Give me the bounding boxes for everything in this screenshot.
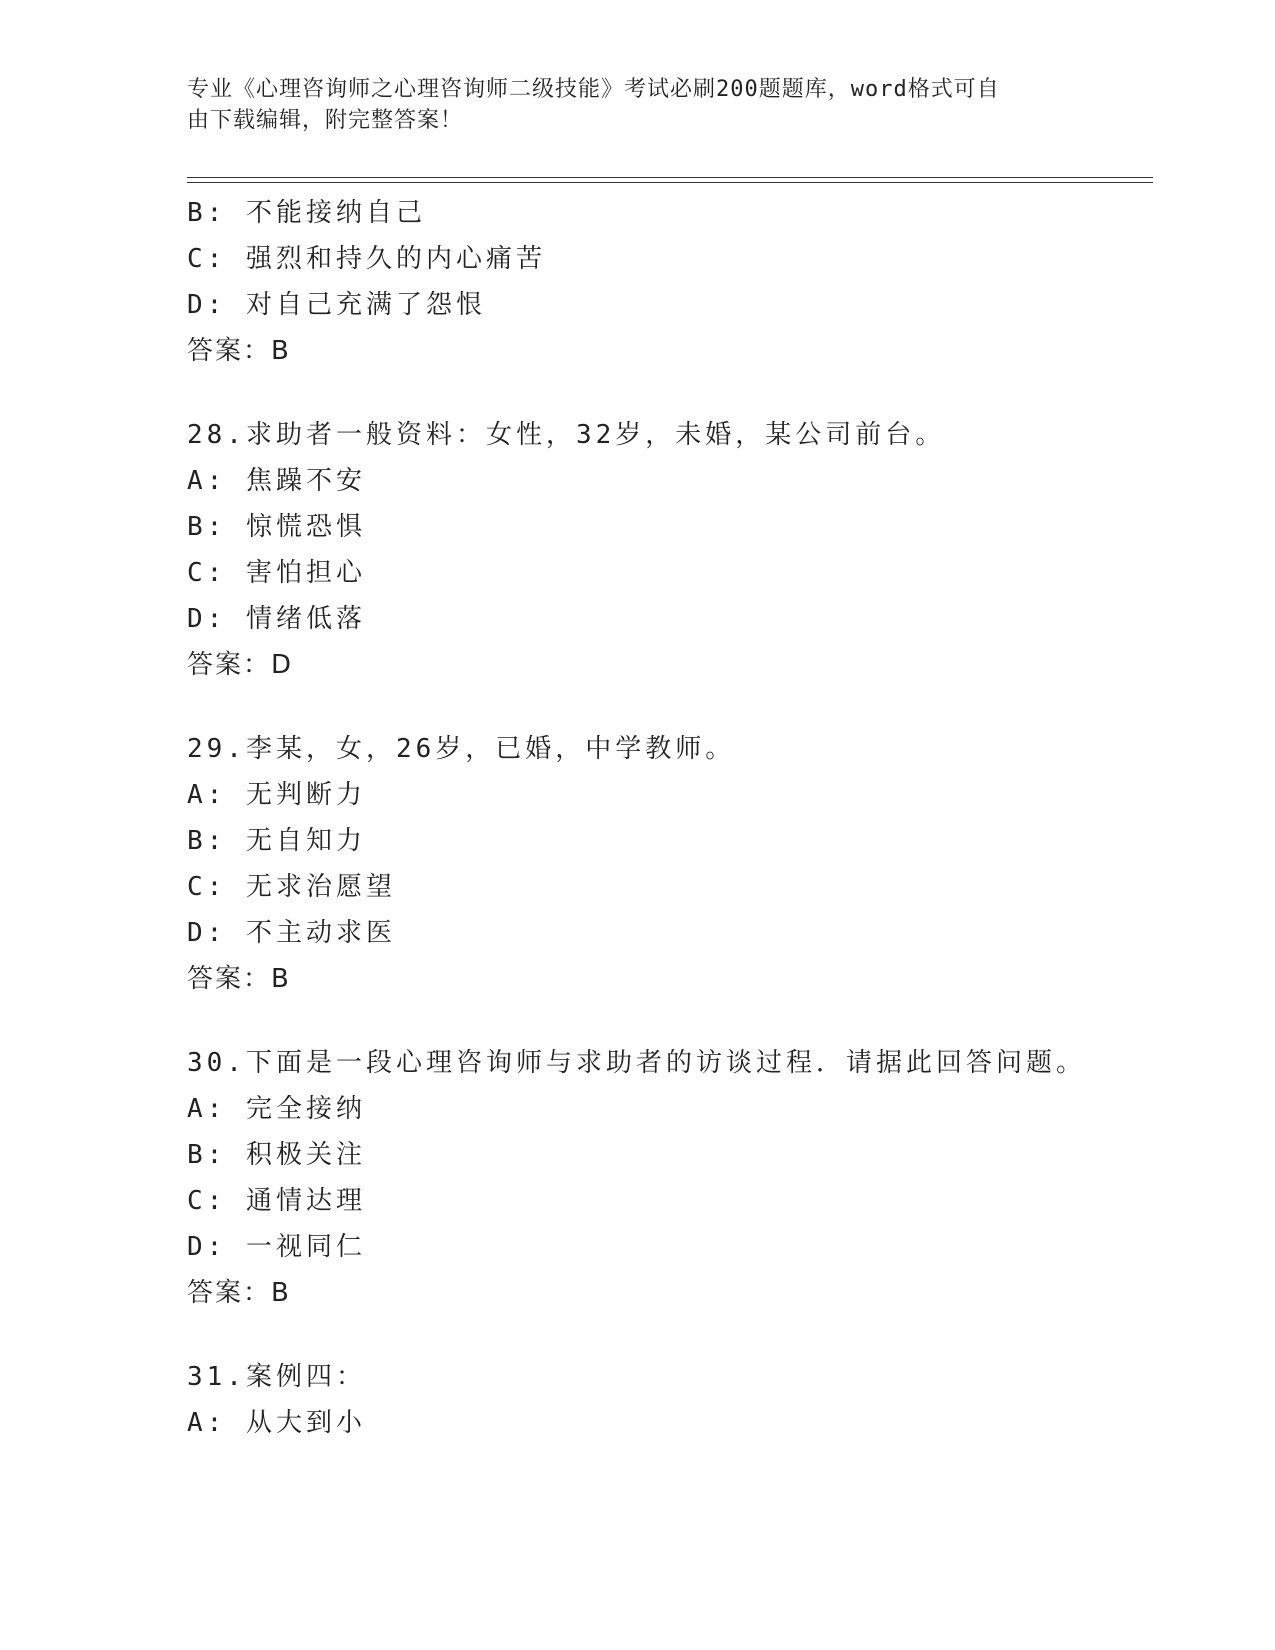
option-d: D: 一视同仁 bbox=[187, 1232, 366, 1262]
answer-label: 答案：D bbox=[187, 650, 294, 680]
question-title: 30.下面是一段心理咨询师与求助者的访谈过程．请据此回答问题。 bbox=[187, 1048, 1086, 1078]
option-d: D: 对自己充满了怨恨 bbox=[187, 290, 486, 320]
option-a: A: 无判断力 bbox=[187, 780, 366, 810]
option-b: B: 不能接纳自己 bbox=[187, 198, 426, 228]
spacer bbox=[187, 688, 1153, 726]
spacer bbox=[187, 1002, 1153, 1040]
spacer bbox=[187, 374, 1153, 412]
option-b: B: 积极关注 bbox=[187, 1140, 366, 1170]
option-d: D: 情绪低落 bbox=[187, 604, 366, 634]
answer-label: 答案：B bbox=[187, 964, 291, 994]
document-header bbox=[187, 74, 1067, 136]
question-block-29 bbox=[187, 726, 1153, 1002]
option-b: B: 无自知力 bbox=[187, 826, 366, 856]
spacer bbox=[187, 1316, 1153, 1354]
question-block-31 bbox=[187, 1354, 1153, 1446]
header-divider-top bbox=[187, 177, 1153, 178]
question-list bbox=[187, 190, 1153, 1446]
header-divider-bottom bbox=[187, 182, 1153, 183]
question-block-27 bbox=[187, 190, 1153, 374]
option-c: C: 强烈和持久的内心痛苦 bbox=[187, 244, 546, 274]
option-c: C: 无求治愿望 bbox=[187, 872, 396, 902]
question-title: 29.李某，女，26岁，已婚，中学教师。 bbox=[187, 734, 736, 764]
option-a: A: 从大到小 bbox=[187, 1408, 366, 1438]
question-block-28 bbox=[187, 412, 1153, 688]
option-d: D: 不主动求医 bbox=[187, 918, 396, 948]
option-a: A: 焦躁不安 bbox=[187, 466, 366, 496]
option-c: C: 害怕担心 bbox=[187, 558, 366, 588]
question-title: 28.求助者一般资料：女性，32岁，未婚，某公司前台。 bbox=[187, 420, 946, 450]
header-line-1: 专业《心理咨询师之心理咨询师二级技能》考试必刷200题题库，word格式可自 bbox=[187, 77, 1000, 102]
question-block-30 bbox=[187, 1040, 1153, 1316]
answer-label: 答案：B bbox=[187, 336, 291, 366]
question-title: 31.案例四： bbox=[187, 1362, 366, 1392]
option-c: C: 通情达理 bbox=[187, 1186, 366, 1216]
header-line-2: 由下载编辑，附完整答案！ bbox=[187, 108, 464, 133]
answer-label: 答案：B bbox=[187, 1278, 291, 1308]
option-a: A: 完全接纳 bbox=[187, 1094, 366, 1124]
option-b: B: 惊慌恐惧 bbox=[187, 512, 366, 542]
